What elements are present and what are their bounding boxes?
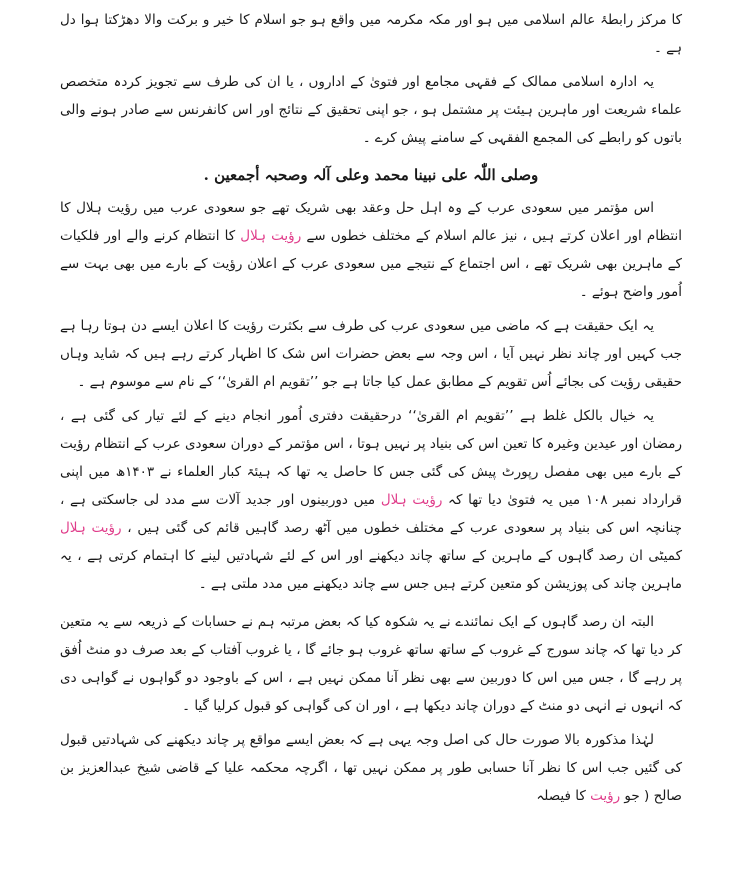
highlight-term: رؤیت ہلال: [60, 520, 122, 536]
highlight-term: رؤیت: [590, 788, 621, 804]
paragraph-3-text-b: کا انتظام کرنے والے اور فلکیات کے ماہرین بھی شریک تھے ، اس اجتماع کے نتیجے میں سعودی عرب کے اعلان رؤیت کے بارے میں بھی بہت سے اُمور واضح ہوئے ۔: [60, 228, 682, 300]
paragraph-7-text-a: لہٰذا مذکورہ بالا صورت حال کی اصل وجہ یہی ہے کہ بعض ایسے مواقع پر چاند دیکھنے کی شہادتیں قبول کی گئیں جب اس کا نظر آنا حسابی طور پر ممکن نہیں تھا ، اگرچہ محکمہ علیا کے قاضی شیخ عبدالعزیز بن صالح ( جو: [60, 732, 682, 804]
paragraph-6: [60, 608, 682, 720]
paragraph-4: [60, 312, 682, 396]
paragraph-6-text: البتہ ان رصد گاہوں کے ایک نمائندے نے یہ شکوہ کیا کہ بعض مرتبہ ہم نے حسابات کے ذریعہ سے یہ متعین کر دیا تھا کہ چاند سورج کے غروب کے ساتھ ساتھ غروب ہو جائے گا ، یا غروب آفتاب کے بعد صرف دو منٹ اُفق پر رہے گا ، جس میں اس کا دوربین سے بھی نظر آنا ممکن نہیں ہے ، اس کے باوجود دو گواہوں نے گواہی دی کہ انہوں نے انہی دو منٹ کے دوران چاند دیکھا ہے ، اور ان کی گواہی کو قبول کرلیا گیا ۔: [60, 614, 682, 714]
paragraph-1: [60, 6, 682, 62]
paragraph-5-text-a: یہ خیال بالکل غلط ہے ’’تقویم ام القریٰ‘‘ درحقیقت دفتری اُمور انجام دینے کے لئے تیار کی گئی ہے ، رمضان اور عیدین وغیرہ کا تعین اس کی بنیاد پر نہیں ہوتا ، اس مؤتمر کے دوران سعودی عرب کے انتظام رؤیت کے بارے میں بھی مفصل رپورٹ پیش کی گئی جس کا حاصل یہ تھا کہ ہیئۃ کبار العلماء نے ۱۴۰۳ھ میں اپنی قرارداد نمبر ۱۰۸ میں یہ فتویٰ دیا تھا کہ: [60, 408, 682, 508]
paragraph-3: [60, 194, 682, 306]
paragraph-7: [60, 726, 682, 810]
paragraph-1-text: کا مرکز رابطۂ عالم اسلامی میں ہو اور مکہ مکرمہ میں واقع ہو جو اسلام کا خیر و برکت والا دھڑکتا ہوا دل ہے ۔: [60, 12, 682, 56]
paragraph-2: [60, 68, 682, 152]
paragraph-7-text-b: کا فیصلہ: [536, 788, 591, 804]
highlight-term: رؤیت ہلال: [380, 492, 443, 508]
paragraph-2-text: یہ ادارہ اسلامی ممالک کے فقہی مجامع اور فتویٰ کے اداروں ، یا ان کی طرف سے تجویز کردہ متخصص علماء شریعت اور ماہرین ہیئت پر مشتمل ہو ، جو اپنی تحقیق کے نتائج اور اس کانفرنس سے صادر ہونے والی باتوں کو رابطے کی المجمع الفقہی کے سامنے پیش کرے ۔: [60, 74, 682, 146]
paragraph-5-text-b: میں دوربینوں اور جدید آلات سے مدد لی جاسکتی ہے ، چنانچہ اس کی بنیاد پر سعودی عرب کے مختلف خطوں میں آٹھ رصد گاہیں قائم کی گئی ہیں ،: [60, 492, 682, 536]
paragraph-4-text: یہ ایک حقیقت ہے کہ ماضی میں سعودی عرب کی طرف سے بکثرت رؤیت کا اعلان ایسے دن ہوتا رہا ہے جب کہیں اور چاند نظر نہیں آیا ، اس وجہ سے بعض حضرات اس شک کا اظہار کرتے رہے ہیں کہ شاید وہاں حقیقی رؤیت کی بجائے اُس تقویم کے مطابق عمل کیا جاتا ہے جو ’’تقویم ام القریٰ‘‘ کے نام سے موسوم ہے ۔: [60, 318, 682, 390]
highlight-term: رؤیت ہلال: [240, 228, 302, 244]
paragraph-5-text-c: کمیٹی ان رصد گاہوں کے ماہرین کے ساتھ چاند دیکھنے اور اس کے لئے شہادتیں لینے کا اہتمام کرتی ہے ، یہ ماہرین چاند کی پوزیشن کو متعین کرتے ہیں جس سے چاند دیکھنے میں مدد ملتی ہے ۔: [60, 548, 682, 592]
heading-text: وصلی اللّٰہ علی نبینا محمد وعلی آلہ وصحبہ أجمعین .: [203, 166, 539, 184]
paragraph-3-text-a: اس مؤتمر میں سعودی عرب کے وہ اہل حل وعقد بھی شریک تھے جو سعودی عرب میں رؤیت ہلال کا انتظام اور اعلان کرتے ہیں ، نیز عالم اسلام کے مختلف خطوں سے: [60, 200, 682, 244]
closing-salutation-heading: [60, 160, 682, 190]
paragraph-5: [60, 402, 682, 598]
